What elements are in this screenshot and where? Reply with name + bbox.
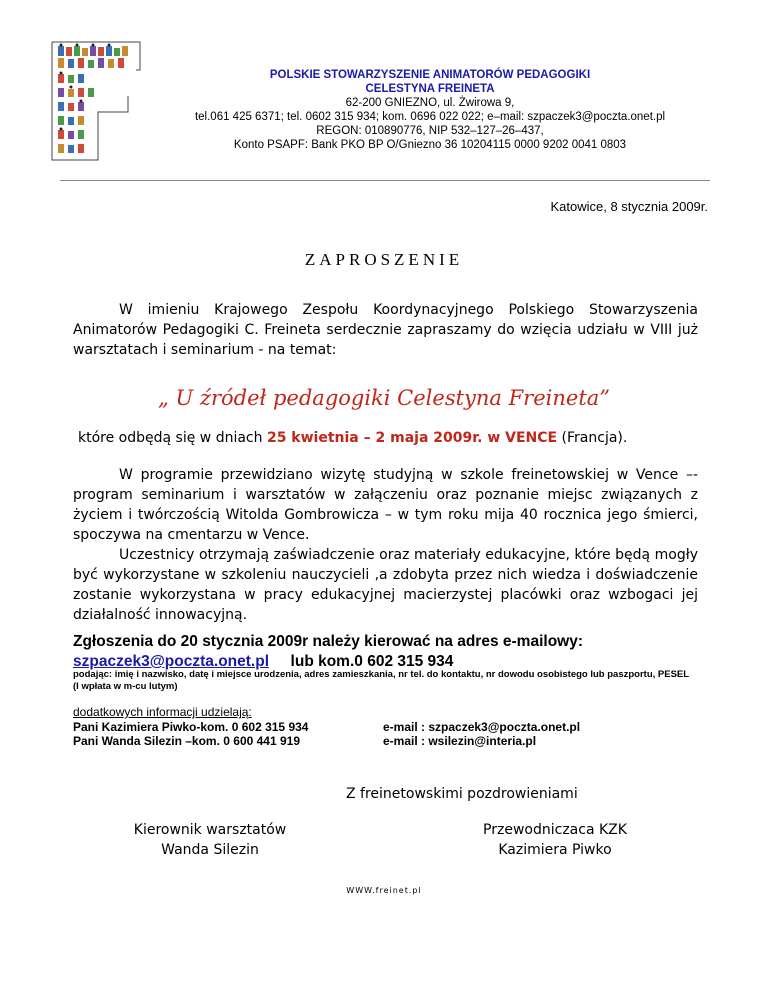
signature-left-name: Wanda Silezin — [161, 842, 259, 858]
contacts-heading: dodatkowych informacji udzielają: — [73, 705, 252, 719]
organization-name-line2: CELESTYNA FREINETA — [365, 83, 495, 95]
organization-regon: REGON: 010890776, NIP 532–127–26–437, — [316, 125, 544, 137]
letter-date: Katowice, 8 stycznia 2009r. — [550, 199, 708, 214]
organization-logo — [48, 40, 146, 162]
signature-right-role: Przewodniczaca KZK — [483, 822, 627, 838]
organization-header — [150, 68, 710, 152]
application-phone: lub kom.0 602 315 934 — [290, 653, 454, 670]
event-dates — [78, 428, 627, 448]
program-text-1: W programie przewidziano wizytę studyjną w szkole freinetowskiej w Vence –- program seminarium i warsztatów w załączeniu oraz poznanie miejsc związanych z życiem i twórczością Witolda Gombrowicza – w tym roku mija 40 rocznica jego śmierci, spoczywa na cmentarzu w Vence. — [73, 467, 698, 543]
contact-email: e-mail : szpaczek3@poczta.onet.pl — [383, 719, 581, 734]
application-info — [73, 632, 583, 672]
program-paragraph-2 — [73, 545, 698, 625]
intro-text: W imieniu Krajowego Zespołu Koordynacyjnego Polskiego Stowarzyszenia Animatorów Pedagogiki C. Freineta serdecznie zapraszamy do wzięcia udziału w VIII już warsztatach i seminarium - na temat: — [73, 302, 698, 358]
program-text-2: Uczestnicy otrzymają zaświadczenie oraz materiały edukacyjne, które będą mogły być wykorzystane w szkoleniu nauczycieli ,a zdobyta przez nich wiedza i doświadczenie zostanie wykorzystana w pracy edukacyjnej macierzystej placówki oraz wzbogaci jej działalność innowacyjną. — [73, 547, 698, 623]
letter-title: ZAPROSZENIE — [304, 250, 464, 269]
organization-phones: tel.061 425 6371; tel. 0602 315 934; kom. 0696 022 022; e–mail: szpaczek3@poczta.onet.pl — [194, 111, 666, 123]
footer-website: WWW.freinet.pl — [346, 886, 422, 895]
program-section — [73, 465, 698, 625]
program-paragraph-1 — [73, 465, 698, 545]
organization-address: 62-200 GNIEZNO, ul. Żwirowa 9, — [345, 97, 515, 109]
organization-name-line1: POLSKIE STOWARZYSZENIE ANIMATORÓW PEDAGOGIKI — [269, 69, 591, 81]
application-requirements-note: podając: imię i nazwisko, datę i miejsce urodzenia, adres zamieszkania, nr tel. do kontaktu, nr dowodu osobistego lub paszportu, PESEL (I wpłata w m-cu lutym) — [73, 669, 689, 692]
signature-left — [115, 820, 305, 860]
contacts-block — [73, 705, 580, 749]
event-dates-highlight: 25 kwietnia – 2 maja 2009r. w VENCE — [266, 430, 558, 446]
contact-person: Pani Wanda Silezin –kom. 0 600 441 919 — [73, 734, 300, 748]
event-dates-prefix: które odbędą się w dniach — [78, 430, 267, 446]
contact-row — [73, 734, 580, 749]
intro-paragraph — [73, 300, 698, 360]
header-divider — [60, 180, 710, 181]
application-deadline: Zgłoszenia do 20 stycznia 2009r należy kierować na adres e-mailowy: — [73, 633, 583, 650]
signature-right-name: Kazimiera Piwko — [498, 842, 612, 858]
signature-right — [460, 820, 650, 860]
event-dates-suffix: (Francja). — [557, 430, 628, 446]
workshop-theme: „ U źródeł pedagogiki Celestyna Freineta” — [157, 386, 611, 410]
organization-account: Konto PSAPF: Bank PKO BP O/Gniezno 36 10204115 0000 9202 0041 0803 — [233, 139, 627, 151]
closing-greeting: Z freinetowskimi pozdrowieniami — [346, 786, 578, 802]
application-email-link[interactable]: szpaczek3@poczta.onet.pl — [73, 653, 269, 670]
contact-email: e-mail : wsilezin@interia.pl — [383, 734, 537, 748]
contact-row — [73, 720, 580, 735]
contact-person: Pani Kazimiera Piwko-kom. 0 602 315 934 — [73, 719, 309, 734]
signature-left-role: Kierownik warsztatów — [133, 822, 287, 838]
